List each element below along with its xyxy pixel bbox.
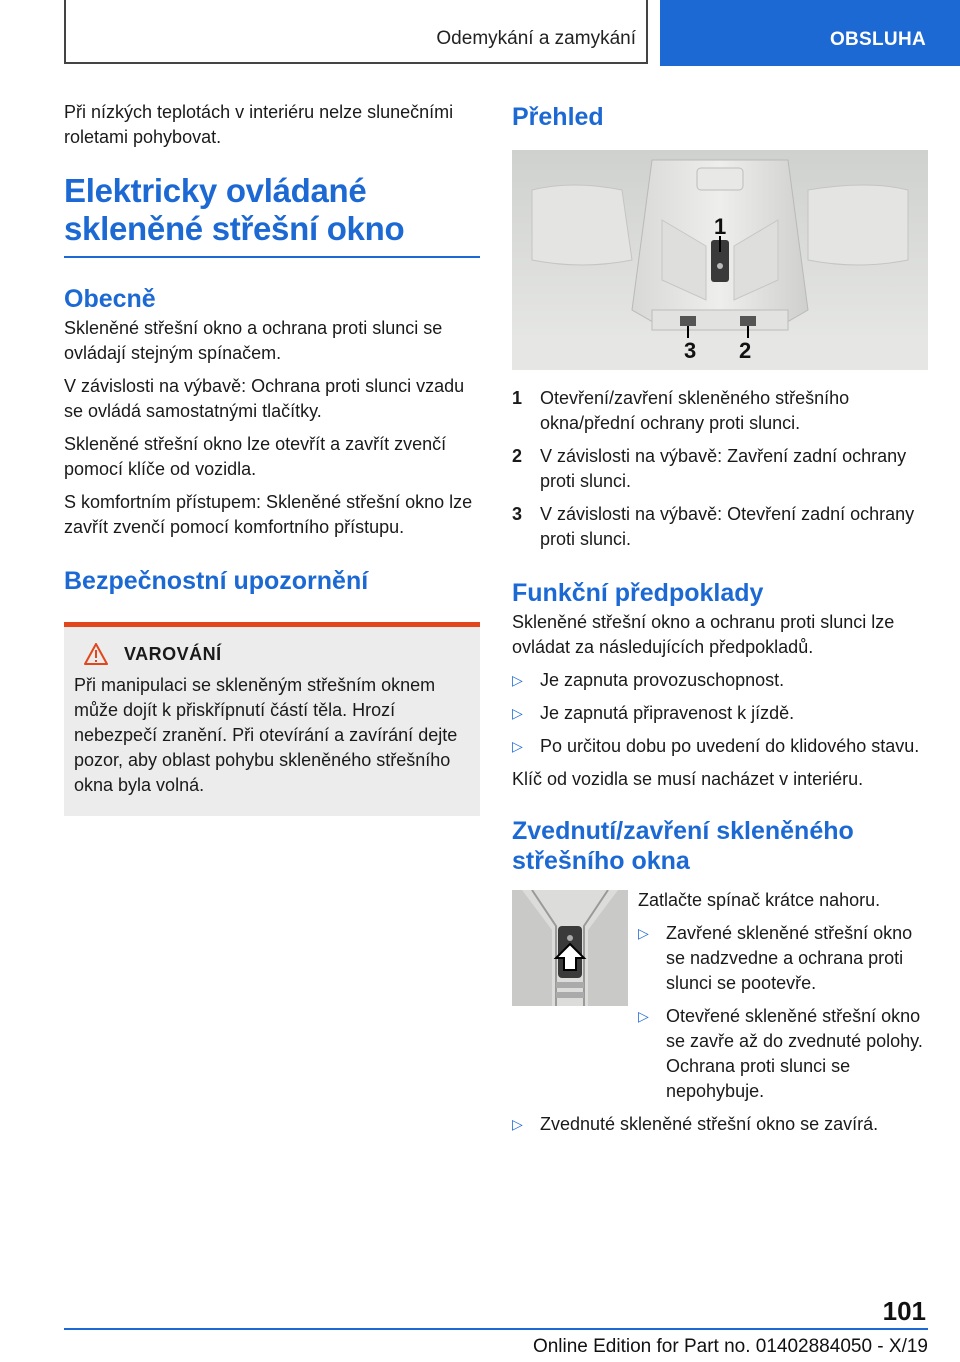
general-heading: Obecně bbox=[64, 285, 156, 313]
general-paragraph: Skleněné střešní okno a ochrana proti slunci se ovládají stejným spínačem. bbox=[64, 318, 443, 363]
bullet-triangle-icon: ▷ bbox=[638, 1008, 649, 1024]
warning-title: VAROVÁNÍ bbox=[124, 643, 222, 664]
list-item bbox=[512, 386, 928, 436]
lift-content bbox=[638, 888, 928, 1112]
bullet-text: Zvednuté skleněné střešní okno se zavírá. bbox=[540, 1114, 879, 1134]
bullet-text: Otevřené skleněné střešní okno se zavře až do zvednuté polohy. Ochrana proti slunci se nepohybuje. bbox=[666, 1006, 923, 1101]
item-number: 1 bbox=[512, 388, 523, 408]
left-column bbox=[64, 100, 480, 816]
list-item bbox=[512, 668, 928, 693]
bullet-triangle-icon: ▷ bbox=[638, 925, 649, 941]
list-item bbox=[512, 444, 928, 494]
item-text: V závislosti na výbavě: Zavření zadní ochrany proti slunci. bbox=[540, 446, 907, 491]
right-column bbox=[512, 100, 928, 1145]
bullet-triangle-icon: ▷ bbox=[512, 672, 523, 688]
general-paragraph: S komfortním přístupem: Skleněné střešní okno lze zavřít zvenčí pomocí komfortního přístupu. bbox=[64, 492, 473, 537]
bullet-text: Zavřené skleněné střešní okno se nadzvedne a ochrana proti slunci se pootevře. bbox=[666, 923, 913, 993]
bullet-text: Je zapnuta provozuschopnost. bbox=[540, 670, 785, 690]
bullet-text: Po určitou dobu po uvedení do klidového stavu. bbox=[540, 736, 920, 756]
intro-paragraph: Při nízkých teplotách v interiéru nelze slunečními roletami pohybovat. bbox=[64, 102, 454, 147]
list-item bbox=[638, 921, 928, 996]
list-item bbox=[512, 701, 928, 726]
footer-divider bbox=[64, 1328, 928, 1330]
figure-label: 2 bbox=[739, 338, 752, 363]
item-text: V závislosti na výbavě: Otevření zadní ochrany proti slunci. bbox=[540, 504, 915, 549]
list-item bbox=[512, 502, 928, 552]
conditions-note: Klíč od vozidla se musí nacházet v interiéru. bbox=[512, 769, 864, 789]
general-paragraph: V závislosti na výbavě: Ochrana proti slunci vzadu se ovládá samostatnými tlačítky. bbox=[64, 376, 465, 421]
warning-box bbox=[64, 622, 480, 816]
item-number: 3 bbox=[512, 504, 523, 524]
item-number: 2 bbox=[512, 446, 523, 466]
figure-label: 1 bbox=[714, 214, 727, 239]
main-heading: Elektricky ovládané skleněné střešní okno bbox=[64, 172, 405, 247]
main-heading-block bbox=[64, 172, 480, 258]
list-item bbox=[638, 1004, 928, 1104]
bullet-triangle-icon: ▷ bbox=[512, 1116, 523, 1132]
warning-text: Při manipulaci se skleněným střešním oknem může dojít k přiskřípnutí částí těla. Hrozí nebezpečí zranění. Při otevírání a zavírání dejte pozor, aby oblast pohybu skleněného střešního okna byla volná. bbox=[74, 675, 458, 795]
page-number: 101 bbox=[882, 1296, 926, 1326]
bullet-triangle-icon: ▷ bbox=[512, 705, 523, 721]
roof-console-figure bbox=[512, 150, 928, 370]
overview-heading: Přehled bbox=[512, 103, 604, 131]
header-tab[interactable] bbox=[660, 0, 960, 66]
lift-section bbox=[512, 888, 928, 1112]
bullet-text: Je zapnutá připravenost k jízdě. bbox=[540, 703, 795, 723]
edition-text: Online Edition for Part no. 01402884050 - X/19 bbox=[532, 1336, 928, 1357]
conditions-heading: Funkční předpoklady bbox=[512, 579, 764, 607]
list-item bbox=[512, 734, 928, 759]
figure-label: 3 bbox=[684, 338, 697, 363]
numbered-list bbox=[512, 386, 928, 552]
conditions-intro: Skleněné střešní okno a ochranu proti slunci lze ovládat za následujících předpokladů. bbox=[512, 612, 895, 657]
lift-instruction: Zatlačte spínač krátce nahoru. bbox=[638, 890, 881, 910]
general-paragraph: Skleněné střešní okno lze otevřít a zavřít zvenčí pomocí klíče od vozidla. bbox=[64, 434, 447, 479]
warning-header bbox=[84, 643, 470, 665]
switch-thumbnail-figure bbox=[512, 890, 628, 1006]
header-section-title: Odemykání a zamykání bbox=[436, 28, 636, 49]
safety-heading: Bezpečnostní upozornění bbox=[64, 567, 369, 595]
header-tab-label: OBSLUHA bbox=[829, 29, 926, 50]
lift-heading: Zvednutí/zavření skleněného střešního okna bbox=[512, 817, 854, 875]
item-text: Otevření/zavření skleněného střešního okna/přední ochrany proti slunci. bbox=[540, 388, 850, 433]
warning-triangle-icon bbox=[84, 643, 108, 665]
header-section-box bbox=[64, 0, 648, 64]
list-item bbox=[512, 1112, 928, 1137]
bullet-triangle-icon: ▷ bbox=[512, 738, 523, 754]
